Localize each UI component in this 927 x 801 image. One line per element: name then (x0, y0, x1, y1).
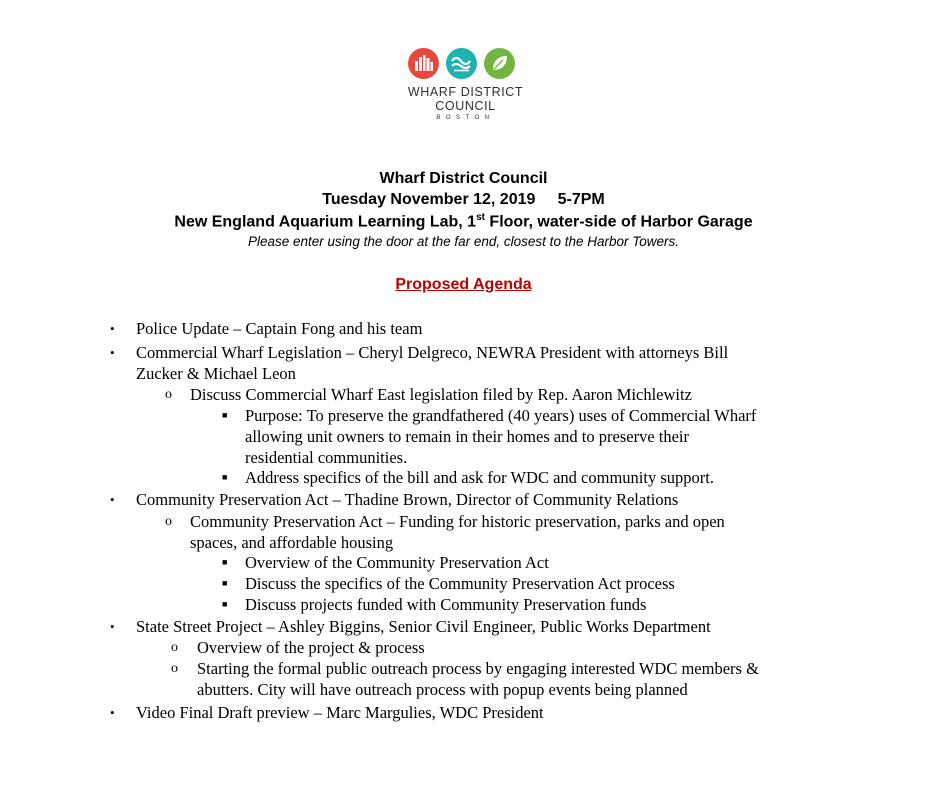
agenda-item-wharf-legislation: Commercial Wharf Legislation – Cheryl Delgreco, NEWRA President with attorneys Bill (136, 343, 729, 362)
agenda-subitem-outreach-cont: abutters. City will have outreach process with popup events being planned (197, 680, 688, 699)
square-marker: ■ (222, 472, 228, 482)
agenda-point-cpa-overview: Overview of the Community Preservation Act (245, 553, 549, 572)
location-superscript: st (476, 212, 485, 223)
agenda-subitem-cpa-funding-cont: spaces, and affordable housing (190, 533, 394, 552)
agenda-point-purpose: Purpose: To preserve the grandfathered (40 years) uses of Commercial Wharf (245, 406, 757, 425)
square-marker: ■ (222, 410, 228, 420)
agenda-point-cpa-process: Discuss the specifics of the Community Preservation Act process (245, 574, 675, 593)
agenda-point-purpose-cont: allowing unit owners to remain in their homes and to preserve their (245, 427, 690, 446)
square-marker: ■ (222, 578, 228, 588)
wharf-district-council-logo (388, 48, 543, 128)
meeting-date-time: Tuesday November 12, 2019 5-7PM (322, 191, 605, 208)
circle-marker: o (165, 514, 172, 529)
city-buildings-icon (408, 48, 439, 79)
agenda-subitem-cpa-funding: Community Preservation Act – Funding for historic preservation, parks and open (190, 512, 725, 531)
organization-title: Wharf District Council (379, 170, 548, 187)
leaf-icon (484, 48, 515, 79)
agenda-item-wharf-legislation-cont: Zucker & Michael Leon (136, 364, 296, 383)
agenda-point-address-specifics: Address specifics of the bill and ask for WDC and community support. (245, 468, 714, 487)
agenda-subitem-project-overview: Overview of the project & process (197, 638, 425, 657)
meeting-location (0, 212, 927, 231)
agenda-item-cpa: Community Preservation Act – Thadine Brown, Director of Community Relations (136, 490, 679, 509)
entrance-note: Please enter using the door at the far end, closest to the Harbor Towers. (248, 234, 679, 249)
agenda-subitem-discuss-legislation: Discuss Commercial Wharf East legislation filed by Rep. Aaron Michlewitz (190, 385, 692, 404)
circle-marker: o (171, 640, 178, 655)
agenda-item-video-draft: Video Final Draft preview – Marc Margulies, WDC President (136, 703, 544, 722)
section-title: Proposed Agenda (395, 276, 532, 293)
location-text-a: New England Aquarium Learning Lab, 1 (174, 213, 477, 231)
bullet-marker: • (110, 345, 115, 360)
agenda-item-police: Police Update – Captain Fong and his team (136, 319, 423, 338)
agenda-point-purpose-cont2: residential communities. (245, 448, 408, 467)
square-marker: ■ (222, 557, 228, 567)
bullet-marker: • (110, 321, 115, 336)
agenda-point-cpa-projects: Discuss projects funded with Community Preservation funds (245, 595, 647, 614)
logo-text-line1: WHARF DISTRICT (407, 85, 524, 99)
logo-text-line2: COUNCIL (435, 99, 496, 113)
agenda-item-state-street: State Street Project – Ashley Biggins, Senior Civil Engineer, Public Works Department (136, 617, 711, 636)
agenda-subitem-outreach: Starting the formal public outreach process by engaging interested WDC members & (197, 659, 759, 678)
logo-text-line3: BOSTON (436, 115, 495, 121)
bullet-marker: • (110, 619, 115, 634)
waves-icon (446, 48, 477, 79)
circle-marker: o (165, 387, 172, 402)
square-marker: ■ (222, 599, 228, 609)
bullet-marker: • (110, 705, 115, 720)
bullet-marker: • (110, 492, 115, 507)
location-text-b: Floor, water-side of Harbor Garage (484, 213, 753, 231)
circle-marker: o (171, 661, 178, 676)
